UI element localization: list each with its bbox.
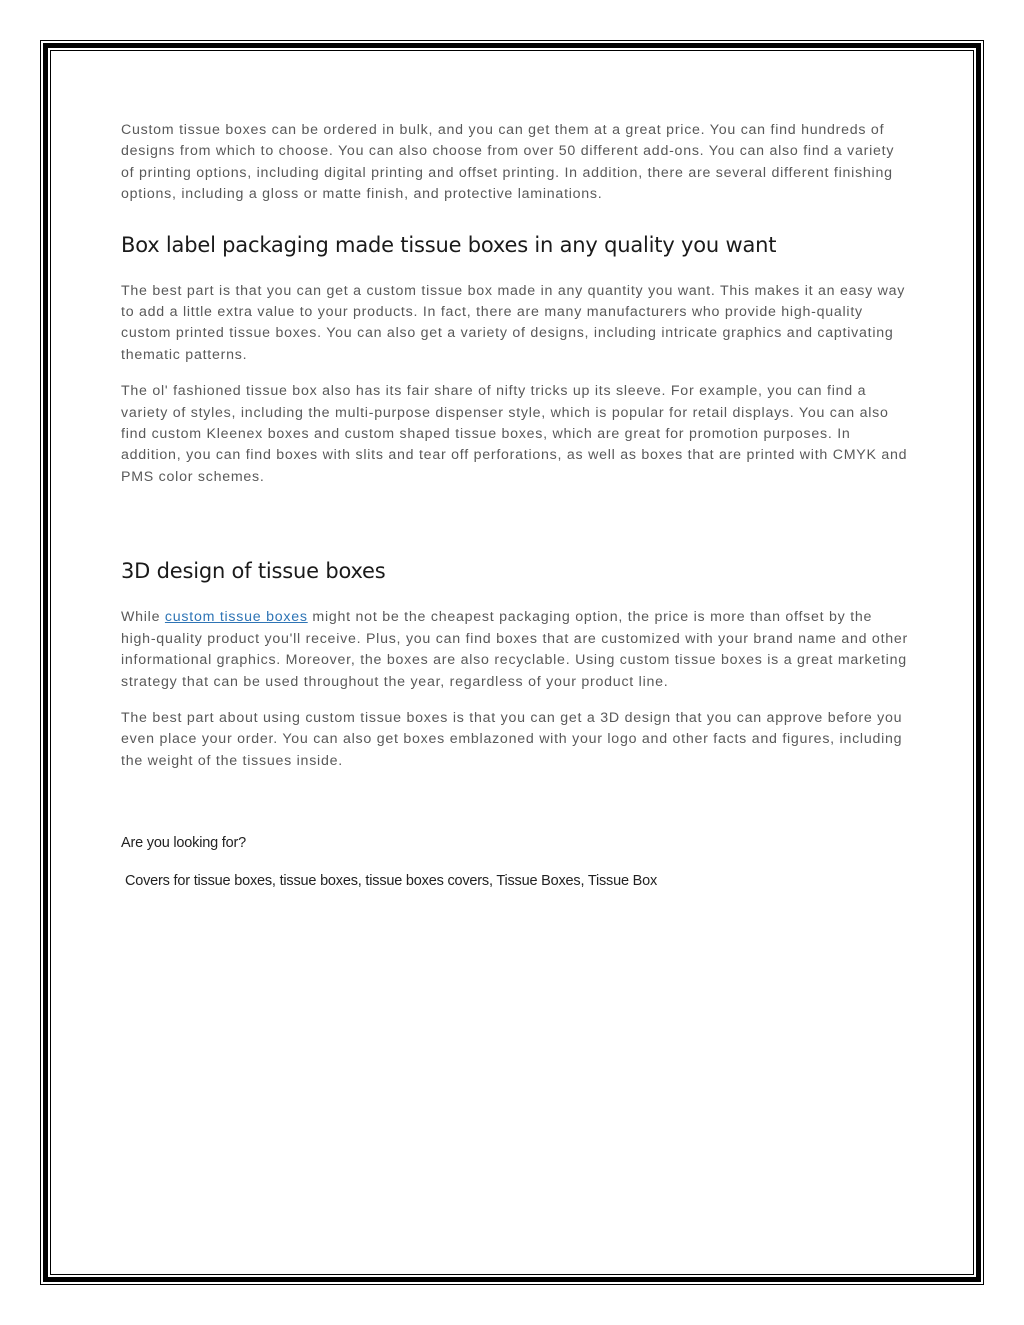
section2-paragraph-2: The best part about using custom tissue boxes is that you can get a 3D design that you can approve before you even place your order. You can also get boxes emblazoned with your logo and other facts and figures, including the weight of the tissues inside. [121, 709, 903, 769]
section-heading-box-label: Box label packaging made tissue boxes in any quality you want [121, 232, 777, 257]
section2-paragraph-1 [121, 607, 911, 693]
section2-paragraph-1-suffix: might not be the cheapest packaging option, the price is more than offset by the high-quality product you'll receive. Plus, you can find boxes that are customized with your brand name and other informational graphics. Moreover, the boxes are also recyclable. Using custom tissue boxes is a great marketing strategy that can be used throughout the year, regardless of your product line. [121, 609, 909, 690]
section1-paragraph-2: The ol' fashioned tissue box also has its fair share of nifty tricks up its sleeve. For example, you can find a variety of styles, including the multi-purpose dispenser style, which is popular for retail displays. You can also find custom Kleenex boxes and custom shaped tissue boxes, which are great for promotion purposes. In addition, you can find boxes with slits and tear off perforations, as well as boxes that are printed with CMYK and PMS color schemes. [121, 383, 908, 485]
document-body [121, 120, 911, 892]
intro-paragraph: Custom tissue boxes can be ordered in bulk, and you can get them at a great price. You can find hundreds of designs from which to choose. You can also choose from over 50 different add-ons. You can also find a variety of printing options, including digital printing and offset printing. In addition, there are several different finishing options, including a gloss or matte finish, and protective laminations. [121, 122, 895, 203]
custom-tissue-boxes-link[interactable]: custom tissue boxes [164, 609, 308, 626]
keywords-line: Covers for tissue boxes, tissue boxes, tissue boxes covers, Tissue Boxes, Tissue Box [125, 873, 658, 890]
looking-for-label: Are you looking for? [121, 835, 246, 852]
section2-paragraph-1-prefix: While [121, 609, 165, 626]
section1-paragraph-1: The best part is that you can get a custom tissue box made in any quantity you want. This makes it an easy way to add a little extra value to your products. In fact, there are many manufacturers who provide high-quality custom printed tissue boxes. You can also get a variety of designs, including intricate graphics and captivating thematic patterns. [121, 282, 906, 363]
section-heading-3d-design: 3D design of tissue boxes [121, 559, 386, 584]
